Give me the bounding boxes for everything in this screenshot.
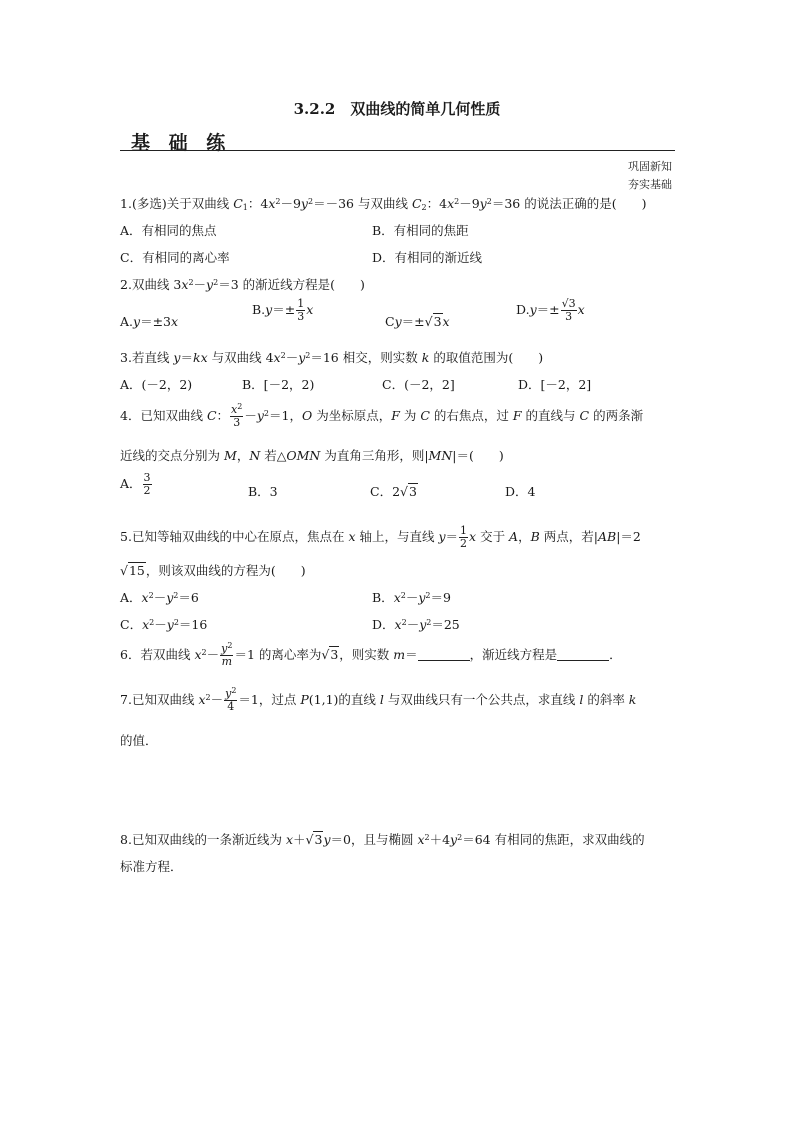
question-3-option-b[interactable]: B．[－2，2): [242, 377, 315, 392]
question-4-option-b[interactable]: B．3: [248, 484, 278, 499]
question-number: 7.: [120, 692, 132, 707]
section-divider: [120, 150, 675, 151]
question-4-option-c[interactable]: C．2√3: [370, 484, 417, 499]
question-5-option-b[interactable]: B．$x^2-y^2=9$: [372, 590, 451, 605]
question-5-stem: 5.已知等轴双曲线的中心在原点，焦点在 x 轴上，与直线 y＝ $\frac{1}{2}$ x 交于 A，B 两点，若|AB|＝2: [120, 524, 641, 550]
section-tag-2: 夯实基础: [628, 178, 672, 191]
section-tag-1: 巩固新知: [628, 160, 672, 173]
question-3-option-a[interactable]: A．(－2，2): [120, 377, 193, 392]
question-3-stem: 3.若直线 y＝kx 与双曲线 $4x^2-y^2=16$ 相交，则实数 k 的取值范围为( ): [120, 350, 544, 365]
question-number: 3.: [120, 350, 132, 365]
question-number: 8.: [120, 832, 132, 847]
question-number: 6．: [120, 647, 141, 662]
question-number: 1.: [120, 196, 132, 211]
question-5-option-a[interactable]: A．$x^2-y^2=6$: [120, 590, 199, 605]
question-2-option-d[interactable]: D.y＝± $\frac{√3}{3}$ x: [516, 297, 585, 323]
question-2-option-c[interactable]: Cy＝±√3x: [385, 314, 450, 329]
question-1-stem: 1.(多选)关于双曲线 $C_1$：$4x^2-9y^2=-36$ 与双曲线 $C_2$：$4x^2-9y^2=36$ 的说法正确的是( ): [120, 196, 647, 212]
question-number: 2.: [120, 277, 132, 292]
question-2-option-a[interactable]: A.y＝±3x: [120, 314, 179, 329]
answer-blank-asymptote[interactable]: [557, 648, 609, 661]
question-1-option-d[interactable]: D．有相同的渐近线: [372, 250, 483, 265]
question-number: 4．: [120, 408, 141, 423]
question-8-stem: 8.已知双曲线的一条渐近线为 x＋√3y＝0，且与椭圆 $x^2+4y^2=64$ 有相同的焦距，求双曲线的: [120, 832, 645, 847]
question-4-stem: 4．已知双曲线 C： $\frac{x^2}{3}$ $-y^2=1$，O 为坐标原点，F 为 C 的右焦点，过 F 的直线与 C 的两条渐: [120, 402, 644, 429]
question-3-option-d[interactable]: D．[－2，2]: [518, 377, 592, 392]
question-4-option-a[interactable]: A． $\frac{3}{2}$: [120, 471, 151, 497]
answer-blank-m[interactable]: [418, 648, 470, 661]
question-1-option-a[interactable]: A．有相同的焦点: [120, 223, 217, 238]
question-1-option-b[interactable]: B．有相同的焦距: [372, 223, 469, 238]
question-3-option-c[interactable]: C．(－2，2]: [382, 377, 455, 392]
question-4-option-d[interactable]: D．4: [505, 484, 536, 499]
question-5-option-c[interactable]: C．$x^2-y^2=16$: [120, 617, 208, 632]
question-2-option-b[interactable]: B.y＝± $\frac{1}{3}$ x: [252, 297, 314, 323]
question-5-stem-line2: √15，则该双曲线的方程为( ): [120, 563, 306, 578]
question-6-stem: 6．若双曲线 $x^2-$ $\frac{y^2}{m}$ ＝1 的离心率为√3，则实数 m＝ ，渐近线方程是 ．: [120, 641, 622, 668]
question-1-option-c[interactable]: C．有相同的离心率: [120, 250, 230, 265]
question-7-stem-line2: 的值．: [120, 733, 158, 748]
question-8-stem-line2: 标准方程．: [120, 859, 183, 874]
question-7-stem: 7.已知双曲线 $x^2-$ $\frac{y^2}{4}$ ＝1，过点 P(1,1)的直线 l 与双曲线只有一个公共点，求直线 l 的斜率 k: [120, 686, 637, 713]
question-2-stem: 2.双曲线 $3x^2-y^2=3$ 的渐近线方程是( ): [120, 277, 365, 292]
question-5-option-d[interactable]: D．$x^2-y^2=25$: [372, 617, 460, 632]
section-heading: 基 础 练: [131, 132, 232, 154]
question-number: 5.: [120, 529, 132, 544]
question-4-stem-line2: 近线的交点分别为 M，N 若△OMN 为直角三角形，则|MN|＝( ): [120, 448, 504, 463]
page-title: 3.2.2 双曲线的简单几何性质: [293, 100, 501, 118]
